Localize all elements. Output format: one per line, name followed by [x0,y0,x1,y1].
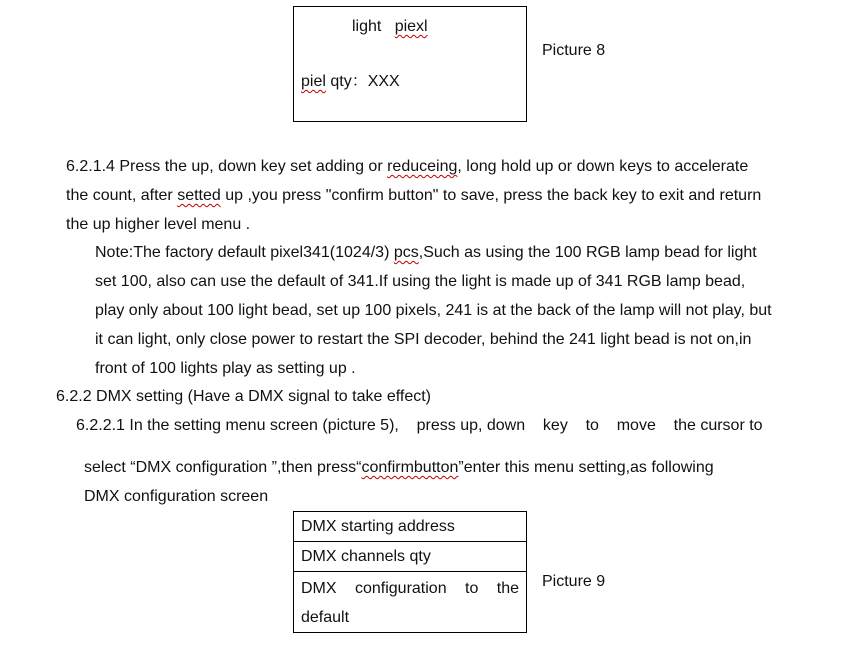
word: to [465,580,479,597]
text-segment: select “DMX configuration ”,then press“ [84,459,362,476]
text-segment: ”enter this menu setting,as following [458,459,714,476]
text-segment: ,Such as using the 100 RGB lamp bead for light [418,244,757,261]
note-line-4: it can light, only close power to restart the SPI decoder, behind the 241 light bead is not on,in [95,331,752,348]
menu-row-line-2: default [301,609,350,626]
menu-row-dmx-start-address: DMX starting address [301,518,455,535]
text-segment: up ,you press "confirm button" to save, press the back key to exit and return [220,187,762,204]
spellcheck-word: pcs [393,244,419,261]
spellcheck-word: reduceing [387,158,458,175]
section-6214-line-3: the up higher level menu . [66,216,251,233]
note-line-5: front of 100 lights play as setting up . [95,360,356,377]
note-line-2: set 100, also can use the default of 341.If using the light is made up of 341 RGB lamp bead, [95,273,746,290]
picture-9-menu [293,511,527,633]
picture-8-caption: Picture 8 [542,42,606,59]
note-line-3: play only about 100 light bead, set up 100 pixels, 241 is at the back of the lamp will not play, but [95,302,772,319]
section-6214-line-1 [66,152,748,181]
pixel-qty-value: qty：XXX [325,73,400,90]
text-segment: the count, after [66,187,178,204]
spellcheck-word: setted [177,187,221,204]
text-segment: 6.2.1.4 Press the up, down key set adding or [66,158,388,175]
menu-row-line-1 [301,574,519,603]
section-622-heading: 6.2.2 DMX setting (Have a DMX signal to take effect) [56,388,431,405]
screen-title [352,17,428,37]
word: configuration [354,580,447,597]
word: the [496,580,519,597]
text-segment: Note:The factory default pixel341(1024/3) [95,244,394,261]
screen-title-word-piexl: piexl [394,18,428,35]
note-line-1 [95,238,757,267]
text-segment: , long hold up or down keys to accelerate [457,158,749,175]
section-6214-line-2 [66,181,761,210]
picture-8-screen [293,6,527,122]
section-622-select-line [84,453,714,482]
pixel-qty-line [301,72,400,92]
screen-title-word-light: light [352,18,382,35]
word: DMX [301,580,337,597]
section-6221-line: 6.2.2.1 In the setting menu screen (picture 5), press up, down key to move the cursor to [76,417,763,434]
picture-9-caption: Picture 9 [542,573,606,590]
section-622-screen-line: DMX configuration screen [84,488,269,505]
spellcheck-word: confirmbutton [361,459,459,476]
pixel-qty-label-word: piel [301,73,326,90]
menu-row-dmx-channels-qty: DMX channels qty [294,541,526,571]
menu-row-dmx-configuration-default [294,571,526,632]
